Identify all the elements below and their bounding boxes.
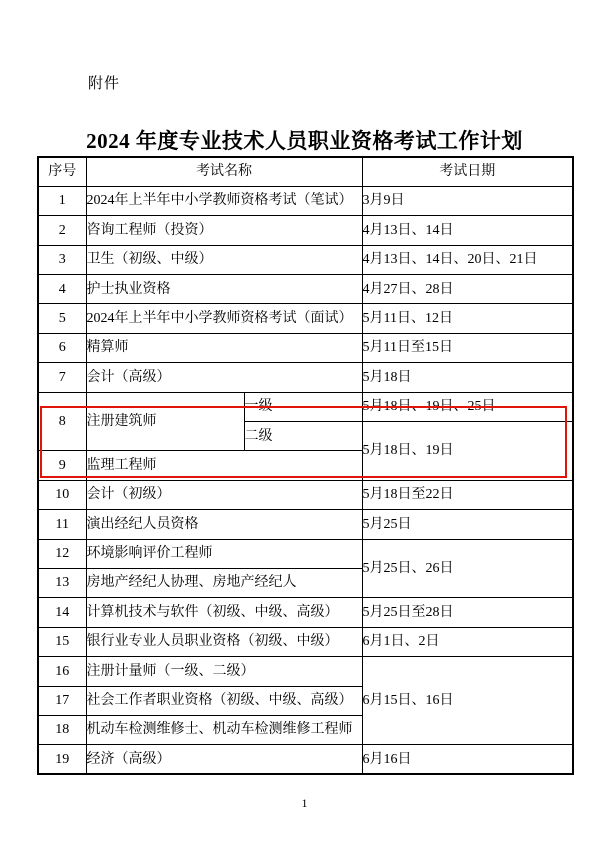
row-num: 12 xyxy=(38,539,86,568)
exam-name: 精算师 xyxy=(86,333,362,362)
page-title: 2024 年度专业技术人员职业资格考试工作计划 xyxy=(86,129,523,153)
exam-date: 5月18日、19日、25日 xyxy=(362,392,573,421)
row-num: 1 xyxy=(38,186,86,215)
row-num: 5 xyxy=(38,304,86,333)
exam-name: 2024年上半年中小学教师资格考试（笔试） xyxy=(86,186,362,215)
exam-name: 演出经纪人员资格 xyxy=(86,510,362,539)
exam-date: 5月11日至15日 xyxy=(362,333,573,362)
header-name: 考试名称 xyxy=(86,157,362,186)
exam-date: 5月25日、26日 xyxy=(362,539,573,598)
row-num: 13 xyxy=(38,568,86,597)
row-num: 6 xyxy=(38,333,86,362)
row-num: 4 xyxy=(38,275,86,304)
table-row xyxy=(38,333,573,362)
exam-date: 4月27日、28日 xyxy=(362,275,573,304)
exam-name: 2024年上半年中小学教师资格考试（面试） xyxy=(86,304,362,333)
row-num: 17 xyxy=(38,686,86,715)
exam-name: 银行业专业人员职业资格（初级、中级） xyxy=(86,627,362,656)
row-num: 3 xyxy=(38,245,86,274)
page-number: 1 xyxy=(301,796,308,810)
row-num: 16 xyxy=(38,657,86,686)
table-row xyxy=(38,245,573,274)
table-row xyxy=(38,480,573,509)
table-row xyxy=(38,627,573,656)
header-date: 考试日期 xyxy=(362,157,573,186)
exam-date: 5月25日至28日 xyxy=(362,598,573,627)
exam-name: 护士执业资格 xyxy=(86,275,362,304)
exam-name: 监理工程师 xyxy=(86,451,362,480)
table-row-architect-level1 xyxy=(38,392,573,421)
table-row xyxy=(38,186,573,215)
exam-date: 5月11日、12日 xyxy=(362,304,573,333)
row-num: 10 xyxy=(38,480,86,509)
exam-name: 会计（初级） xyxy=(86,480,362,509)
row-num: 9 xyxy=(38,451,86,480)
row-num: 2 xyxy=(38,216,86,245)
row-num: 19 xyxy=(38,745,86,774)
table-row xyxy=(38,745,573,774)
exam-schedule-table xyxy=(37,156,574,775)
exam-name: 机动车检测维修士、机动车检测维修工程师 xyxy=(86,715,362,744)
table-row xyxy=(38,363,573,392)
exam-name: 咨询工程师（投资） xyxy=(86,216,362,245)
table-row xyxy=(38,216,573,245)
exam-name: 计算机技术与软件（初级、中级、高级） xyxy=(86,598,362,627)
table-row xyxy=(38,598,573,627)
row-num: 15 xyxy=(38,627,86,656)
table-header-row xyxy=(38,157,573,186)
exam-level: 二级 xyxy=(244,422,362,451)
exam-date: 5月18日 xyxy=(362,363,573,392)
exam-name: 房地产经纪人协理、房地产经纪人 xyxy=(86,568,362,597)
header-num: 序号 xyxy=(38,157,86,186)
table-row xyxy=(38,539,573,568)
row-num: 7 xyxy=(38,363,86,392)
exam-name: 会计（高级） xyxy=(86,363,362,392)
exam-date: 5月25日 xyxy=(362,510,573,539)
exam-name: 注册计量师（一级、二级） xyxy=(86,657,362,686)
exam-date: 4月13日、14日、20日、21日 xyxy=(362,245,573,274)
exam-date: 5月18日至22日 xyxy=(362,480,573,509)
exam-date: 6月1日、2日 xyxy=(362,627,573,656)
exam-level: 一级 xyxy=(244,392,362,421)
exam-name: 环境影响评价工程师 xyxy=(86,539,362,568)
row-num: 11 xyxy=(38,510,86,539)
exam-name: 社会工作者职业资格（初级、中级、高级） xyxy=(86,686,362,715)
exam-date: 3月9日 xyxy=(362,186,573,215)
exam-date: 4月13日、14日 xyxy=(362,216,573,245)
row-num: 14 xyxy=(38,598,86,627)
row-num: 8 xyxy=(38,392,86,451)
exam-name: 注册建筑师 xyxy=(86,392,244,451)
table-row xyxy=(38,657,573,686)
exam-date: 6月16日 xyxy=(362,745,573,774)
exam-date: 5月18日、19日 xyxy=(362,422,573,481)
table-row xyxy=(38,275,573,304)
exam-name: 卫生（初级、中级） xyxy=(86,245,362,274)
row-num: 18 xyxy=(38,715,86,744)
attachment-label: 附件 xyxy=(88,76,121,92)
exam-name: 经济（高级） xyxy=(86,745,362,774)
table-row xyxy=(38,510,573,539)
exam-date: 6月15日、16日 xyxy=(362,657,573,745)
table-row xyxy=(38,304,573,333)
